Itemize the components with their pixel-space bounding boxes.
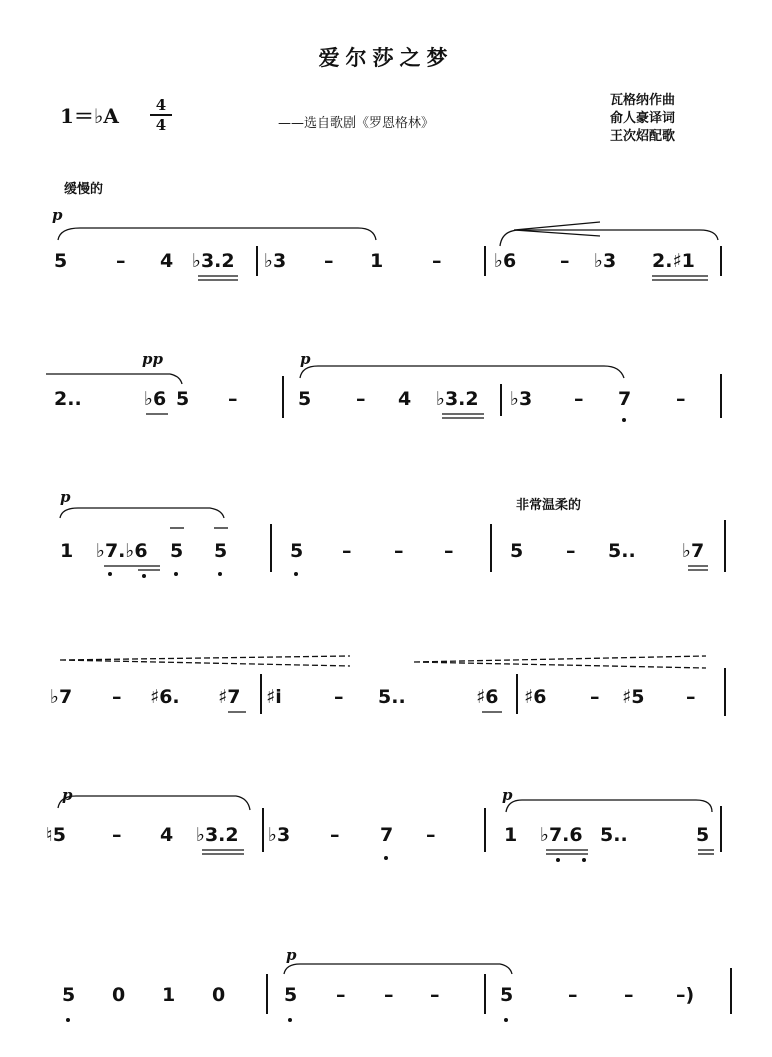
note: 1 [504,824,518,846]
dash: –) [676,984,695,1006]
note: ♭3 [268,824,291,846]
note: 5.. [600,824,628,846]
note: 4 [398,388,412,410]
note: ♯7 [218,686,241,708]
dot [288,1018,292,1022]
barline [720,806,722,852]
dynamic-p-row5b: p [502,786,513,804]
dash: – [116,250,126,272]
barline [256,246,258,276]
note: 5 [284,984,298,1006]
dot [294,572,298,576]
dash: – [426,824,436,846]
note: ♯6 [524,686,547,708]
slur [284,964,512,974]
note: 1 [162,984,176,1006]
note: 5.. [608,540,636,562]
note: ♭3.2 [192,250,235,272]
slur [500,230,718,246]
note: 5 [298,388,312,410]
dash: – [342,540,352,562]
barline [484,246,486,276]
dynamic-p-row1: p [52,206,63,224]
score-title: 爱尔莎之梦 [318,46,454,70]
dot [66,1018,70,1022]
note: ♭3 [510,388,533,410]
dynamic-p-row3: p [60,488,71,506]
dash: – [560,250,570,272]
note: ♭7 [682,540,705,562]
note: ♮5 [46,824,67,846]
barline [516,674,518,714]
dot [582,858,586,862]
note: ♭7.6 [540,824,583,846]
barline [724,520,726,572]
note: 1 [60,540,74,562]
dash: – [334,686,344,708]
note: 5 [176,388,190,410]
dash: – [228,388,238,410]
dash: – [330,824,340,846]
dash: – [574,388,584,410]
barline [270,524,272,572]
note: 2.. [54,388,82,410]
dash: – [432,250,442,272]
hairpin [414,656,706,668]
note: ♭3 [264,250,287,272]
note: ♭6 [144,388,167,410]
barline [730,968,732,1014]
dash: – [336,984,346,1006]
note: ♭7.♭6 [96,540,148,562]
dash: – [686,686,696,708]
dash: – [444,540,454,562]
barline [724,668,726,716]
note: 5.. [378,686,406,708]
note: 7 [618,388,632,410]
note: 5 [500,984,514,1006]
note: 5 [510,540,524,562]
dot [556,858,560,862]
note: 0 [212,984,226,1006]
time-signature-denominator: 4 [155,116,167,134]
barline [266,974,268,1014]
credit-translator: 俞人豪译词 [610,111,676,126]
barline [720,246,722,276]
dash: – [590,686,600,708]
barline [484,808,486,852]
note: ♯i [266,686,282,708]
credit-composer: 瓦格纳作曲 [610,93,676,108]
dot [622,418,626,422]
dynamic-pp-row2: pp [142,350,163,368]
slur [506,800,712,812]
dash: – [394,540,404,562]
time-signature [150,97,172,133]
note: 5 [170,540,184,562]
dynamic-p-row6: p [286,946,297,964]
note: 1 [370,250,384,272]
barline [262,808,264,852]
note: 5 [54,250,68,272]
slur [46,374,182,384]
barline [260,674,262,714]
dynamic-p-row5a: p [62,786,73,804]
dynamic-p-row2: p [300,350,311,368]
note: ♯5 [622,686,645,708]
note: ♯6 [476,686,499,708]
note: 7 [380,824,394,846]
source-note: ——选自歌剧《罗恩格林》 [278,116,435,131]
barline [500,384,502,416]
note: ♭6 [494,250,517,272]
note: ♯6. [150,686,180,708]
dash: – [112,686,122,708]
barline [490,524,492,572]
note: ♭7 [50,686,73,708]
dot [384,856,388,860]
note: 5 [62,984,76,1006]
note: 4 [160,824,174,846]
dash: – [384,984,394,1006]
dash: – [112,824,122,846]
dash: – [566,540,576,562]
expression-marking: 非常温柔的 [516,498,582,513]
credits [610,92,675,146]
note: 5 [214,540,228,562]
time-signature-numerator: 4 [155,96,167,114]
key-signature: 1＝♭A [60,104,119,128]
note: 5 [290,540,304,562]
dash: – [356,388,366,410]
note: ♭3.2 [196,824,239,846]
tempo-marking: 缓慢的 [64,182,104,197]
slur [58,796,250,810]
dash: – [430,984,440,1006]
note: 4 [160,250,174,272]
credit-arranger: 王次炤配歌 [610,129,676,144]
dot [174,572,178,576]
note: 5 [696,824,710,846]
slur [60,508,224,518]
barline [484,974,486,1014]
dash: – [624,984,634,1006]
barline [282,376,284,418]
note: 2.♯1 [652,250,695,272]
dot [504,1018,508,1022]
hairpin [60,656,350,666]
barline [720,374,722,418]
dash: – [568,984,578,1006]
dash: – [324,250,334,272]
note: ♭3 [594,250,617,272]
note: ♭3.2 [436,388,479,410]
slur [300,366,624,378]
dash: – [676,388,686,410]
dot [218,572,222,576]
note: 0 [112,984,126,1006]
slur [58,228,376,240]
hairpin [514,222,600,236]
dot [108,572,112,576]
dot [142,574,146,578]
